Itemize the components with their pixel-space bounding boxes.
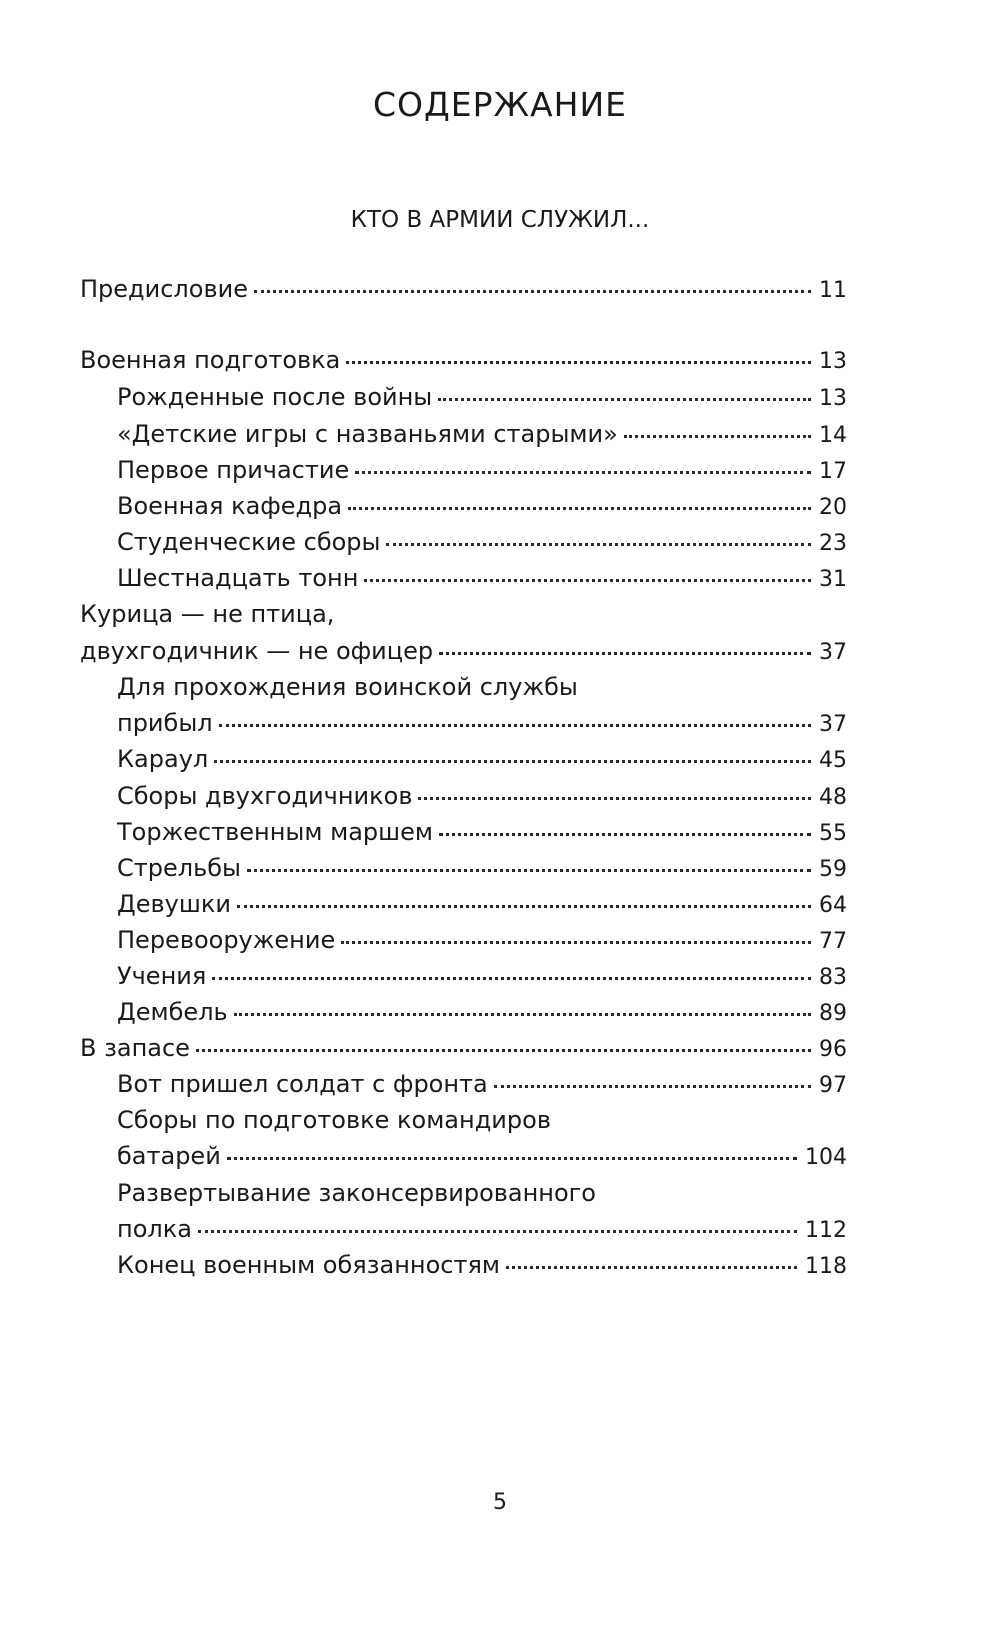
toc-entry[interactable] [117,961,847,991]
dot-leader [234,1013,811,1016]
toc-entry-title: прибыл [117,709,213,737]
toc-entry[interactable] [117,1141,847,1171]
toc-entry-page: 37 [819,712,847,737]
toc-entry[interactable] [117,382,847,412]
toc-entry[interactable] [117,997,847,1027]
toc-entry-page: 17 [819,459,847,484]
toc-entry-title: В запасе [80,1034,190,1062]
toc-entry-page: 64 [819,893,847,918]
toc-entry[interactable] [80,636,847,666]
toc-entry[interactable] [117,1069,847,1099]
toc-entry[interactable] [80,1033,847,1063]
dot-leader [214,760,811,763]
dot-leader [237,905,811,908]
toc-entry-title-line: Развертывание законсервированного [117,1179,596,1207]
toc-entry-page: 89 [819,1001,847,1026]
toc-entry-title-line: Сборы по подготовке командиров [117,1106,551,1134]
toc-entry-title: батарей [117,1142,221,1170]
toc-entry-title: Студенческие сборы [117,528,381,556]
toc-entry-page: 97 [819,1073,847,1098]
toc-entry[interactable] [117,853,847,883]
toc-entry[interactable] [80,345,847,375]
dot-leader [254,290,811,293]
toc-entry-page: 77 [819,929,847,954]
dot-leader [438,398,811,401]
toc-entry-page: 31 [819,567,847,592]
toc-entry-title: Конец военным обязанностям [117,1251,500,1279]
dot-leader [386,543,811,546]
toc-entry-title-line: Для прохождения воинской службы [117,673,578,701]
toc-entry[interactable] [117,925,847,955]
toc-entry-title: Военная кафедра [117,492,343,520]
toc-entry[interactable] [80,274,847,304]
dot-leader [219,724,811,727]
toc-entry-title-line: Курица — не птица, [80,600,335,628]
dot-leader [346,361,811,364]
dot-leader [341,941,811,944]
toc-entry-title: Сборы двухгодичников [117,782,413,810]
toc-entry-title: Учения [117,962,207,990]
toc-entry-page: 59 [819,857,847,882]
page-title: СОДЕРЖАНИЕ [372,85,628,124]
toc-entry-title: Первое причастие [117,456,350,484]
toc-entry-title: Стрельбы [117,854,241,882]
toc-entry[interactable] [117,1250,847,1280]
toc-entry[interactable] [117,419,847,449]
dot-leader [494,1085,811,1088]
toc-entry[interactable] [117,744,847,774]
toc-entry[interactable] [117,527,847,557]
dot-leader [227,1157,797,1160]
toc-entry-page: 48 [819,785,847,810]
toc-entry-page: 112 [805,1218,847,1243]
dot-leader [364,579,811,582]
toc-entry-page: 13 [819,349,847,374]
toc-entry-title: Военная подготовка [80,346,341,374]
toc-entry-title: Рожденные после войны [117,383,433,411]
toc-entry-title: Вот пришел солдат с фронта [117,1070,488,1098]
toc-entry[interactable] [117,781,847,811]
toc-entry-title: «Детские игры с названьями старыми» [117,420,618,448]
toc-entry[interactable] [117,817,847,847]
toc-entry-page: 118 [805,1254,847,1279]
toc-entry-title: Торжественным маршем [117,818,433,846]
toc-entry-page: 37 [819,640,847,665]
dot-leader [439,833,811,836]
toc-entry[interactable] [117,455,847,485]
toc-entry-title: Девушки [117,890,231,918]
dot-leader [355,471,811,474]
dot-leader [439,652,811,655]
toc-entry-title: полка [117,1215,192,1243]
dot-leader [212,977,811,980]
toc-entry-page: 45 [819,748,847,773]
toc-entry[interactable] [117,563,847,593]
toc-entry-title: Шестнадцать тонн [117,564,359,592]
toc-entry-title: Дембель [117,998,228,1026]
toc-entry-page: 104 [805,1145,847,1170]
toc-entry-title: Караул [117,745,209,773]
dot-leader [196,1049,811,1052]
dot-leader [348,507,811,510]
toc-entry[interactable] [117,1214,847,1244]
toc-entry[interactable] [117,889,847,919]
toc-entry-page: 14 [819,423,847,448]
dot-leader [247,869,811,872]
dot-leader [418,797,811,800]
page-number: 5 [493,1490,507,1515]
dot-leader [198,1230,797,1233]
toc-entry-title: Перевооружение [117,926,336,954]
section-title: КТО В АРМИИ СЛУЖИЛ... [350,207,650,233]
toc-entry-page: 23 [819,531,847,556]
toc-entry-page: 55 [819,821,847,846]
toc-entry-title: двухгодичник — не офицер [80,637,434,665]
toc-entry-page: 96 [819,1037,847,1062]
toc-entry-title: Предисловие [80,275,248,303]
toc-entry[interactable] [117,491,847,521]
toc-entry-page: 20 [819,495,847,520]
toc-entry[interactable] [117,708,847,738]
toc-entry-page: 83 [819,965,847,990]
dot-leader [506,1266,797,1269]
toc-entry-page: 13 [819,386,847,411]
toc-entry-page: 11 [819,278,847,303]
dot-leader [624,435,811,438]
